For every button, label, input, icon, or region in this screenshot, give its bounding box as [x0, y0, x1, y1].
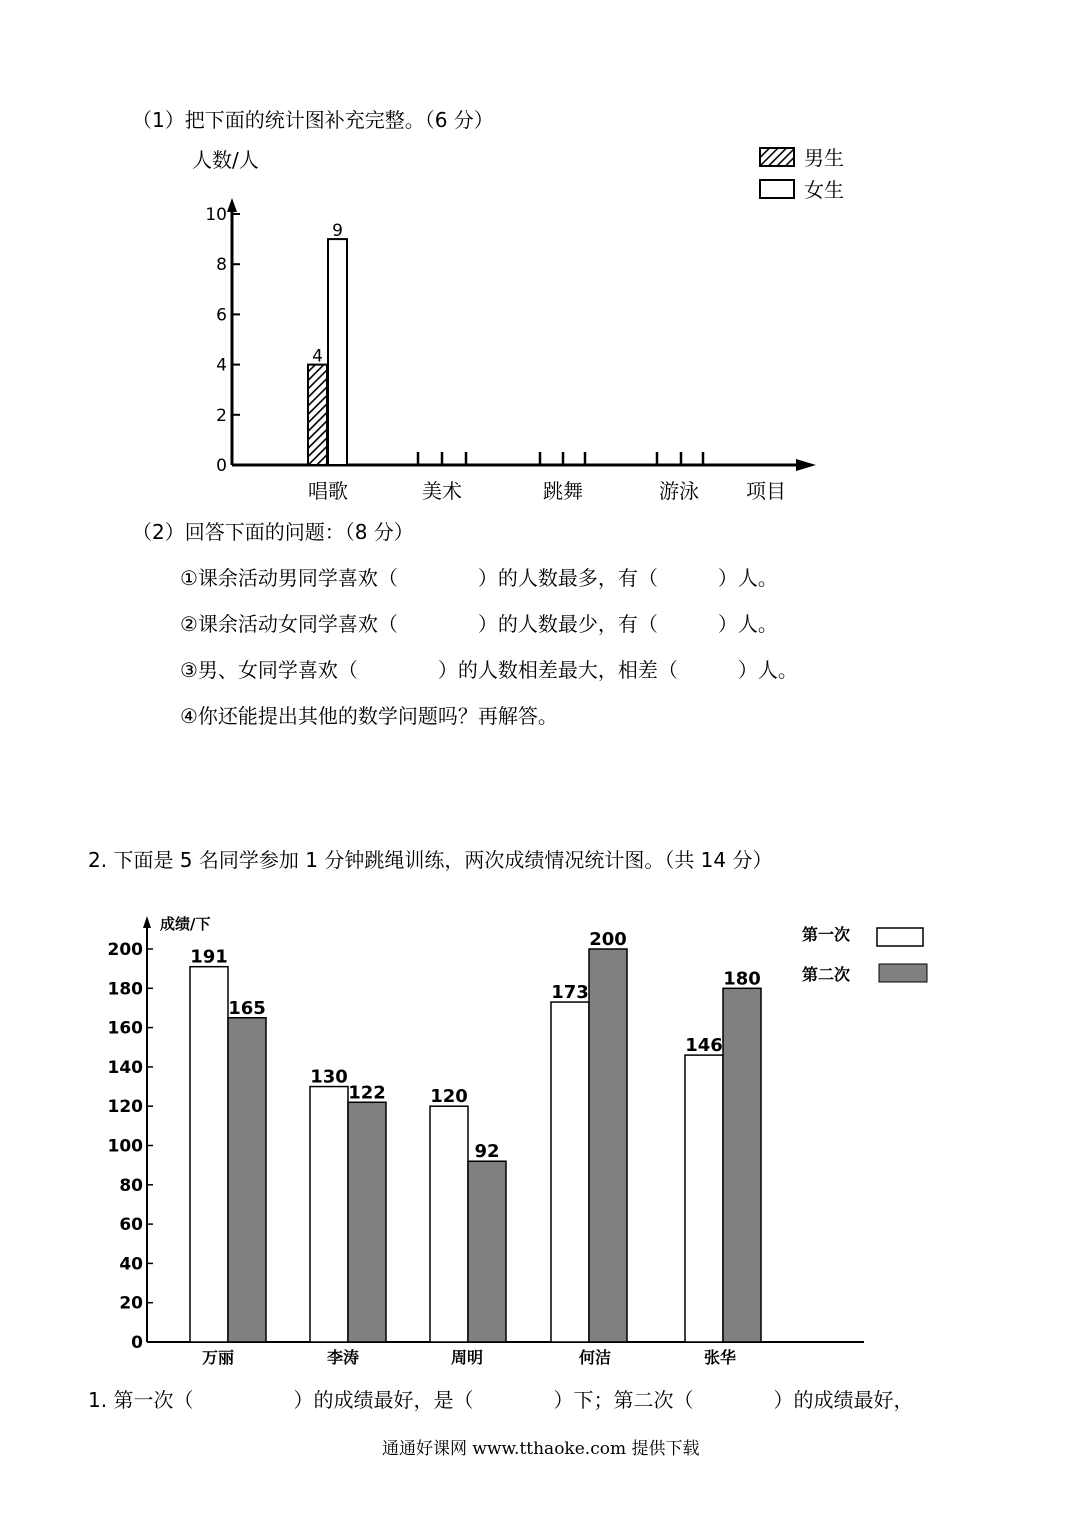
bar-second: [348, 1102, 386, 1342]
bar-value-label: 130: [310, 1066, 348, 1088]
y-tick-label: 6: [216, 305, 227, 326]
bar-value-label: 173: [551, 982, 589, 1004]
category-label: 张华: [703, 1348, 737, 1367]
y-tick-label: 2: [216, 405, 227, 426]
y-tick-label: 160: [107, 1018, 143, 1039]
x-axis-label: 项目: [746, 479, 786, 503]
y-tick-label: 180: [107, 979, 143, 1000]
bar-value-label: 165: [228, 997, 266, 1019]
blank-tick-marks: [418, 452, 703, 465]
bar-first: [310, 1087, 348, 1342]
category-label: 周明: [450, 1348, 484, 1367]
question-2: ②课余活动女同学喜欢（ ）的人数最少，有（ ）人。: [180, 612, 778, 636]
bar-value-label: 122: [348, 1082, 386, 1104]
y-tick-label: 20: [119, 1293, 143, 1314]
bar-girls: [328, 239, 347, 465]
legend-label-first: 第一次: [802, 925, 851, 944]
bar-second: [589, 949, 627, 1342]
bar-value-label: 4: [312, 346, 323, 367]
legend-label-second: 第二次: [802, 965, 851, 984]
bar-second: [468, 1161, 506, 1342]
y-tick-label: 80: [119, 1175, 143, 1196]
bar-first: [551, 1002, 589, 1342]
bar-value-label: 191: [190, 946, 228, 968]
y-axis-arrow: [143, 916, 151, 928]
y-tick-label: 4: [216, 355, 227, 376]
y-tick-label: 40: [119, 1254, 143, 1275]
y-tick-label: 100: [107, 1136, 143, 1157]
category-label: 美术: [422, 479, 462, 503]
y-tick-label: 0: [131, 1333, 143, 1353]
y-tick-label: 60: [119, 1215, 143, 1236]
footer-text: 通通好课网 www.tthaoke.com 提供下载: [382, 1439, 700, 1459]
bar-first: [190, 967, 228, 1342]
part2-title: （2）回答下面的问题：（8 分）: [132, 520, 414, 544]
y-tick-label: 8: [216, 255, 227, 276]
category-label: 万丽: [201, 1348, 235, 1367]
x-axis-arrow: [796, 459, 816, 471]
bar-value-label: 180: [723, 968, 761, 990]
bar-value-label: 120: [430, 1086, 468, 1108]
bar-value-label: 200: [589, 929, 627, 950]
legend-label-girls: 女生: [804, 178, 844, 202]
bar-value-label: 92: [474, 1141, 500, 1163]
category-label: 跳舞: [543, 479, 583, 503]
question-4: ④你还能提出其他的数学问题吗？再解答。: [180, 704, 558, 728]
bar-first: [430, 1106, 468, 1342]
legend-swatch-first: [877, 928, 923, 946]
legend-swatch-boys: [760, 148, 794, 166]
question-1: ①课余活动男同学喜欢（ ）的人数最多，有（ ）人。: [180, 566, 778, 590]
category-label: 唱歌: [308, 479, 348, 503]
bar-second: [723, 988, 761, 1342]
problem2-title: 2. 下面是 5 名同学参加 1 分钟跳绳训练，两次成绩情况统计图。（共 14 分）: [88, 848, 773, 872]
y-axis-label: 成绩/下: [160, 915, 211, 933]
bar-value-label: 146: [685, 1035, 723, 1057]
y-axis-label: 人数/人: [192, 148, 259, 172]
chart-rope-skipping: [0, 900, 1087, 1380]
category-label: 李涛: [326, 1348, 360, 1367]
y-tick-label: 200: [107, 940, 143, 960]
y-tick-label: 120: [107, 1097, 143, 1118]
category-label: 游泳: [659, 479, 699, 503]
bar-second: [228, 1018, 266, 1342]
category-label: 何洁: [578, 1348, 612, 1367]
y-tick-label: 140: [107, 1057, 143, 1078]
legend-swatch-girls: [760, 180, 794, 198]
legend-swatch-second: [879, 964, 927, 982]
y-tick-label: 0: [216, 456, 227, 476]
legend-label-boys: 男生: [804, 146, 844, 170]
bar-value-label: 9: [332, 221, 343, 242]
part1-title: （1）把下面的统计图补充完整。（6 分）: [132, 108, 494, 132]
question-3: ③男、女同学喜欢（ ）的人数相差最大，相差（ ）人。: [180, 658, 798, 682]
problem2-question-1: 1. 第一次（ ）的成绩最好，是（ ）下；第二次（ ）的成绩最好，: [88, 1388, 914, 1412]
bar-first: [685, 1055, 723, 1342]
y-axis-arrow: [227, 198, 237, 212]
y-tick-label: 10: [205, 205, 227, 225]
bar-boys: [308, 365, 327, 465]
